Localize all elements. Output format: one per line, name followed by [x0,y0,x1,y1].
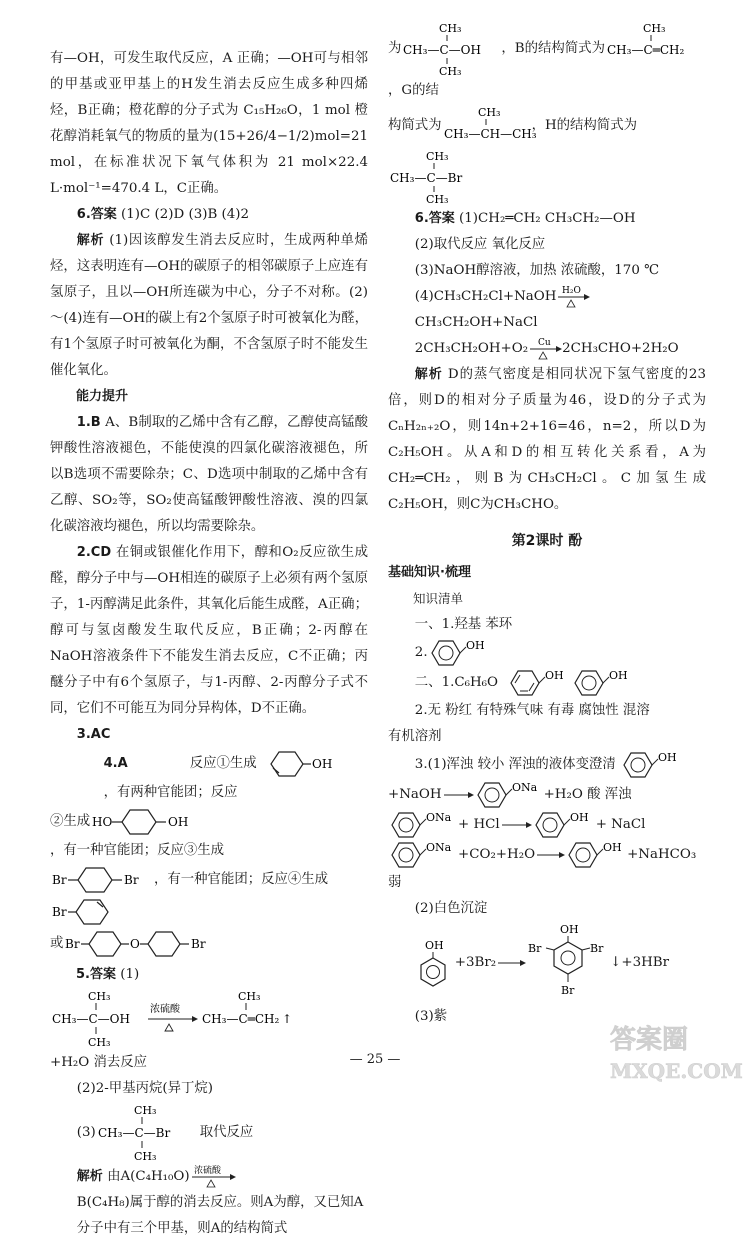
item-4: 2.无 粉红 有特殊气味 有毒 腐蚀性 混溶 [414,703,650,718]
oh-label: OH [608,669,628,682]
ch3-label: CH₃ [88,1036,111,1049]
tert-butanol-formula: CH₃—C—OH [52,1012,130,1026]
equation-naoh: +NaOH ONa +H₂O 酸 浑浊 [388,780,706,810]
reaction-arrow [500,817,532,833]
q6-explanation: 解析 (1)因该醇发生消去反应时，生成两种单烯烃，这表明连有—OH的碳原子的相邻碳原子上应连有氢原子，且以—OH所连碳为中心，分子不对称。(2)～(4)连有—OH的碳上有2个氢原子时可被氧化为醛，有1个氢原子时可被氧化为酮，不含氢原子时不能发生催化氧化。 [50,233,368,378]
tert-butyl-bromide-structure [96,1102,200,1164]
q5-reaction-line: 5.答案 (1) CH₃ CH₃—C—OH CH₃ 浓硫酸 CH₃ CH₃—C═CH₂ ↑ [52,967,293,1049]
tert-butyl-bromide-formula: CH₃—C—Br [390,171,463,185]
phenol-structure [428,638,492,668]
watermark-logo [602,1016,742,1086]
oh-label: OH [603,841,622,854]
paragraph-orange-alcohol: 有—OH，可发生取代反应，A 正确；—OH可与相邻的甲基或亚甲基上的H发生消去反应生成多种四烯烃，B正确；橙花醇的分子式为 C₁₅H₂₆O，1 mol 橙花醇消耗氧气的物质的量为(15+26/4−1/2)mol=21 mol，在标准状况下氧气体积为 21 mol×22.4 L·mol⁻¹=470.4 L，C正确。 [50,51,368,196]
r-q6-part4: (4)CH₃CH₂Cl+NaOH H₂O CH₃CH₂OH+NaCl [388,284,706,336]
phenol-structure [507,668,571,698]
cyclohexanediol-structure [90,806,200,838]
q3-answer: 3.AC [76,727,111,742]
br-label: Br [590,942,604,955]
reaction-arrow [190,1164,236,1190]
equation-hcl: ONa + HCl OH + NaCl [388,810,706,840]
phenol-structure [571,668,635,698]
watermark-url: MXQE.COM [610,1059,743,1083]
tert-butanol-formula: CH₃—C—OH [403,43,482,57]
reaction-arrow [535,847,565,863]
ch3-label: CH₃ [88,990,111,1003]
o-label: O [130,937,141,951]
sodium-phenoxide-structure [388,810,458,840]
item-2: 2. OH [388,638,706,668]
br-label: Br [124,873,139,887]
sodium-phenoxide-structure [474,780,544,810]
tribromophenol-structure [526,922,610,1004]
lesson-title: 第2课时 酚 [511,533,583,549]
br-label: Br [65,937,80,951]
q4-line4: 或 Br O Br [50,928,368,960]
br-label: Br [561,984,575,997]
phenol-structure [620,750,680,780]
isobutene-formula: CH₃—C═CH₂ [606,43,685,57]
dicyclohexyl-ether-structure [63,928,233,960]
cyclohexenol-structure [257,748,333,780]
br-label: Br [52,873,67,887]
equation-co2: ONa +CO₂+H₂O OH +NaHCO₃ [388,840,706,870]
oh-label: OH [311,757,333,771]
basic-knowledge-heading: 基础知识·梳理 [388,565,471,580]
oh-label: OH [465,639,485,652]
item-3: 二、1.C₆H₆O OH OH [388,668,706,698]
item-6: (2)白色沉淀 [414,901,488,916]
q6-answer: 6.答案 (1)C (2)D (3)B (4)2 [76,207,250,222]
item-4-cont: 有机溶剂 [388,729,442,744]
oh-label: OH [569,811,589,824]
tert-butyl-bromide-formula: CH₃—C—Br [97,1126,170,1140]
ho-label: HO [92,815,113,829]
q1-explanation: 1.B A、B制取的乙烯中含有乙醇，乙醇使高锰酸钾酸性溶液褪色，不能使溴的四氯化碳溶液褪色，所以B选项不需要除杂；C、D选项中制取的乙烯中含有乙醇、SO₂等，SO₂使高锰酸钾酸性溶液、溴的四氯化碳溶液均褪色，所以均需要除杂。 [50,415,368,534]
equation-bromination: OH +3Br₂ OH Br Br Br ↓+3HBr [388,922,706,1004]
br-label: Br [191,937,206,951]
item-7: (3)紫 [414,1009,448,1024]
page-number: — 25 — [349,1052,401,1067]
q5-byproduct: +H₂O 消去反应 [50,1055,148,1070]
item-1: 一、1.羟基 苯环 [414,617,513,632]
ch3-label: CH₃ [238,990,261,1003]
structure-line-h [388,148,706,206]
reaction-arrow [496,955,526,971]
r-q6-explanation: 解析 D的蒸气密度是相同状况下氢气密度的23倍，则D的相对分子质量为46，设D的分子式为CₙH₂ₙ₊₂O，则14n+2+16=46，n=2，所以D为C₂H₅OH。从A和D的相互转化关系看，A为CH₂═CH₂，则B为CH₃CH₂Cl。C加氢生成C₂H₅OH，则C为CH₃CHO。 [388,367,706,512]
knowledge-list-heading: 知识清单 [413,591,464,606]
ch3-label: CH₃ [642,22,666,35]
reaction-arrow [556,284,590,310]
r-q6-part2: (2)取代反应 氧化反应 [414,237,546,252]
q5-part3: (3) CH₃ CH₃—C—Br CH₃ 取代反应 [76,1104,254,1163]
reaction-arrow [528,336,562,362]
ona-label: ONa [426,811,452,824]
sodium-phenoxide-structure [388,840,458,870]
phenol-structure [565,840,627,870]
r-q6-part5: 2CH₃CH₂OH+O₂ Cu 2CH₃CHO+2H₂O [388,336,706,362]
oh-label: OH [168,815,189,829]
ch3-label: CH₃ [426,150,449,163]
ch3-label: CH₃ [439,22,462,35]
ona-label: ONa [511,781,537,794]
br-label: Br [528,942,542,955]
reaction-arrow [442,787,474,803]
section-heading-ability: 能力提升 [76,389,129,404]
isobutene-structure [605,20,691,78]
svg-text:↑: ↑ [282,1012,293,1026]
oh-label: OH [658,751,677,764]
condition-h2o: H₂O [562,286,582,296]
phenol-structure [532,810,596,840]
isobutene-formula: CH₃—C═CH₂ [202,1012,280,1026]
weak-label: 弱 [388,875,402,890]
dibromocyclohexane-structure [50,864,154,896]
condition-cu: Cu [538,338,551,348]
ch3-label: CH₃ [426,193,449,206]
q5-name: (2)2-甲基丙烷(异丁烷) [76,1081,213,1096]
q4-line3: Br Br ，有一种官能团；反应④生成 Br [50,864,368,928]
ch3-label: CH₃ [133,1150,157,1163]
condition-conc-h2so4: 浓硫酸 [150,1004,180,1015]
ona-label: ONa [426,841,452,854]
r-q6-part3: (3)NaOH醇溶液，加热 浓硫酸，170 ℃ [414,263,660,278]
bromocyclohexene-structure [50,896,116,928]
phenol-structure [415,938,455,988]
q4-line2: ②生成 HO OH ，有一种官能团；反应③生成 [50,806,368,864]
q2-explanation: 2.CD 在铜或银催化作用下，醇和O₂反应欲生成醛，醇分子中与—OH相连的碳原子上必须有两个氢原子，1-丙醇满足此条件，其氧化后能生成醛，A正确；醇可与氢卤酸发生取代反应，B正确；2-丙醇在NaOH溶液条件下不能发生消去反应，C不正确；丙醚分子中有6个氢原子，与1-丙醇、2-丙醇分子式不同，它们不可能互为同分异构体，D不正确。 [50,545,368,716]
structure-line-g-h: 构简式为 CH₃ CH₃—CH—CH₃ ，H的结构简式为 [388,104,706,148]
r-q6-answer: 6.答案 (1)CH₂═CH₂ CH₃CH₂—OH [414,211,636,226]
oh-label: OH [560,923,579,936]
q4-line1: 4.A 反应①生成 OH ，有两种官能团；反应 [50,748,368,806]
ch3-label: CH₃ [477,106,500,119]
right-column [388,20,706,1030]
item-5: 3.(1)浑浊 较小 浑浊的液体变澄清 OH [388,750,706,780]
tert-butanol-structure [401,20,501,78]
ch3-label: CH₃ [439,65,462,78]
oh-label: OH [424,939,444,952]
q5-explanation: 解析 由A(C₄H₁₀O) 浓硫酸 B(C₄H₈)属于醇的消去反应。则A为醇，又已知A分子中有三个甲基，则A的结构简式 [76,1166,364,1236]
condition-conc-h2so4: 浓硫酸 [193,1166,221,1176]
tert-butanol-elimination [50,988,293,1050]
watermark-text: 答案圈 [610,1025,689,1055]
isobutane-formula: CH₃—CH—CH₃ [443,127,537,141]
tert-butyl-bromide-structure [388,148,488,206]
structure-line-a-b: 为 CH₃ CH₃—C—OH CH₃ ，B的结构简式为 CH₃ CH₃—C═CH₂ ，G的结 [388,20,706,104]
isobutane-structure [442,104,537,148]
br-label: Br [52,905,67,919]
ch3-label: CH₃ [133,1104,157,1117]
oh-label: OH [544,669,564,682]
